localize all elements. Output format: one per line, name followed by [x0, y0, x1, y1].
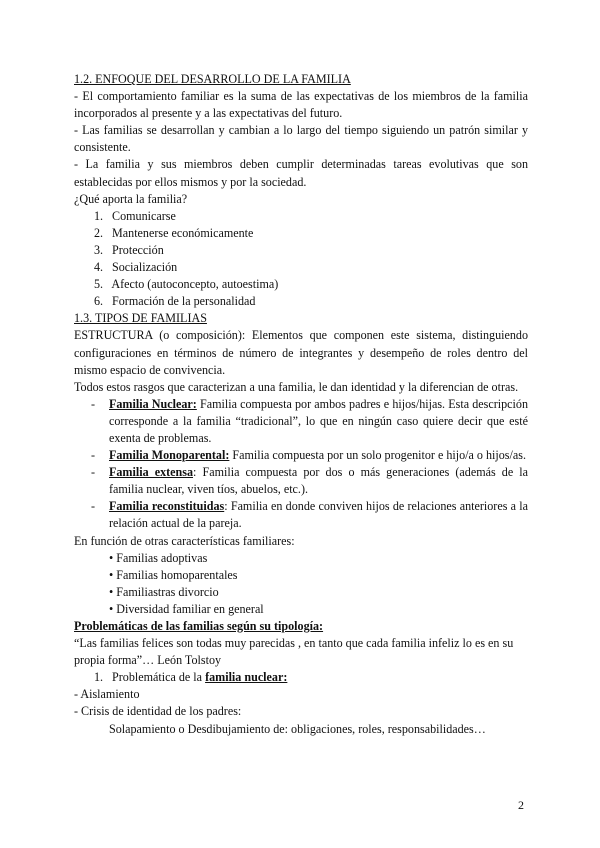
tolstoy-quote: “Las familias felices son todas muy parecidas , en tanto que cada familia infeliz lo es en su propia forma”… León Tolstoy — [74, 636, 514, 668]
section-1-3-heading: 1.3. TIPOS DE FAMILIAS — [74, 311, 207, 326]
page-content — [74, 71, 528, 738]
family-type-term: Familia Monoparental: — [109, 448, 230, 463]
problem-line: - Aislamiento — [74, 687, 140, 702]
problem-subline: Solapamiento o Desdibujamiento de: obligaciones, roles, responsabilidades… — [109, 721, 486, 736]
problematicas-heading: Problemáticas de las familias según su tipología: — [74, 619, 324, 633]
list-item: 3. Protección — [94, 242, 164, 257]
list-item: 5. Afecto (autoconcepto, autoestima) — [94, 277, 279, 292]
family-type-term: Familia reconstituidas — [109, 499, 225, 514]
question: ¿Qué aporta la familia? — [74, 191, 188, 206]
list-item: 2. Mantenerse económicamente — [94, 225, 254, 240]
problem-line: - Crisis de identidad de los padres: — [74, 704, 242, 719]
family-type-item: - Familia Monoparental: Familia compuesta por un solo progenitor e hijo/a o hijos/as. — [91, 448, 526, 463]
family-type-term: Familia Nuclear: — [109, 396, 197, 411]
paragraph: - Las familias se desarrollan y cambian a lo largo del tiempo siguiendo un patrón similar y consistente. — [74, 123, 528, 155]
family-type-term: Familia extensa — [109, 465, 194, 480]
bullet-item: • Diversidad familiar en general — [109, 601, 264, 616]
paragraph: - El comportamiento familiar es la suma de las expectativas de los miembros de la familia incorporados al presente y a las expectativas del futuro. — [74, 89, 528, 121]
paragraph: - La familia y sus miembros deben cumplir determinadas tareas evolutivas que son establecidas por ellos mismos y por la sociedad. — [74, 157, 528, 189]
list-item: 1. Comunicarse — [94, 208, 176, 223]
family-type-item: - Familia Nuclear: Familia compuesta por ambos padres e hijos/hijas. Esta descripción corresponde a la familia “tradicional”, lo que en ningún caso quiere decir que esté exenta de problemas. — [91, 396, 528, 445]
bullet-item: • Familias adoptivas — [109, 550, 208, 565]
bullet-item: • Familiastras divorcio — [109, 584, 219, 599]
rasgos-paragraph: Todos estos rasgos que caracterizan a una familia, le dan identidad y la diferencian de otras. — [74, 379, 519, 394]
contributions-list — [74, 208, 528, 311]
list-item: 4. Socialización — [94, 260, 178, 275]
page-number: 2 — [518, 798, 524, 812]
other-characteristics-intro: En función de otras características familiares: — [74, 533, 295, 548]
family-type-item: - Familia extensa: Familia compuesta por dos o más generaciones (además de la familia nuclear, viven tíos, abuelos, etc.). — [91, 465, 529, 497]
list-item: 6. Formación de la personalidad — [94, 294, 256, 309]
bullet-item: • Familias homoparentales — [109, 567, 238, 582]
section-1-2-heading: 1.2. ENFOQUE DEL DESARROLLO DE LA FAMILIA — [74, 72, 351, 86]
estructura-paragraph: ESTRUCTURA (o composición): Elementos que componen este sistema, distinguiendo configuraciones en términos de número de integrantes y desempeño de roles dentro del mismo espacio de convivencia. — [74, 328, 528, 377]
family-type-item: - Familia reconstituidas: Familia en donde conviven hijos de relaciones anteriores a la relación actual de la pareja. — [91, 499, 528, 531]
problematica-item: 1. Problemática de la familia nuclear: — [94, 670, 288, 685]
